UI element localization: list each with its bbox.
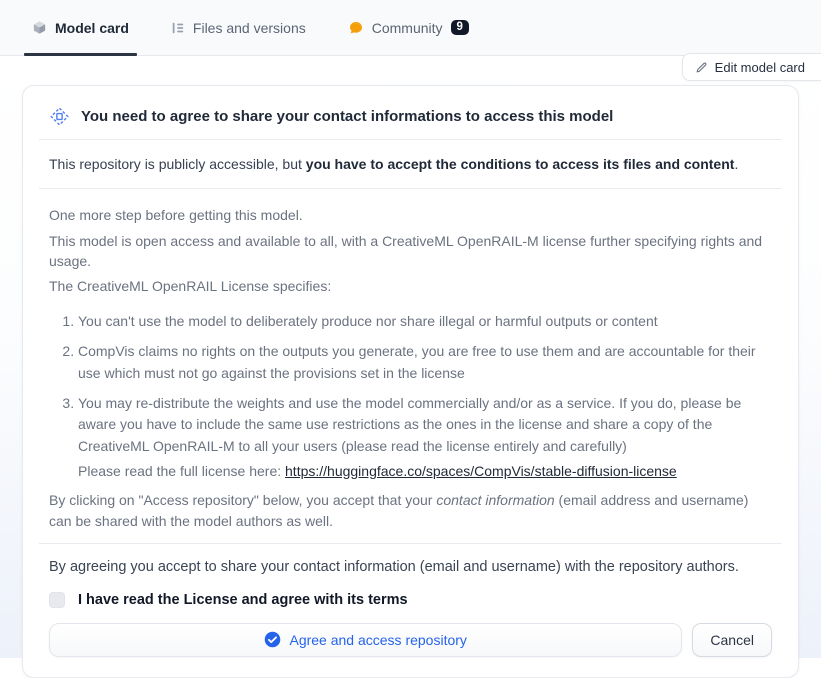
- gate-access-note: [49, 154, 772, 174]
- cancel-button[interactable]: [692, 623, 772, 657]
- tab-label: Model card: [55, 19, 129, 36]
- list-item: [78, 311, 772, 333]
- sharing-note-suffix: (email address and username) can be shared with the model authors as well.: [49, 492, 749, 529]
- agree-note: By agreeing you accept to share your contact information (email and username) with the repository authors.: [49, 558, 739, 575]
- license-points-list: [49, 311, 772, 482]
- community-count-badge: 9: [451, 20, 469, 36]
- sharing-note-prefix: By clicking on "Access repository" below, you accept that your: [49, 492, 437, 509]
- pencil-icon: [695, 61, 708, 74]
- tab-label: Community: [371, 19, 443, 36]
- check-circle-icon: [264, 631, 281, 648]
- cube-icon: [32, 20, 47, 35]
- license-link-prefix: Please read the full license here:: [78, 462, 286, 479]
- edit-model-card-button[interactable]: [682, 53, 821, 81]
- license-agreement-row: [49, 592, 772, 608]
- divider: [39, 139, 782, 140]
- access-note-prefix: This repository is publicly accessible, but: [49, 156, 306, 172]
- divider: [39, 543, 782, 544]
- community-icon: [348, 20, 364, 36]
- cancel-label: Cancel: [710, 631, 754, 648]
- license-link[interactable]: https://huggingface.co/spaces/CompVis/stable-diffusion-license: [285, 462, 677, 479]
- list-item: [78, 341, 772, 384]
- license-description: [49, 205, 772, 531]
- sharing-note-italic: contact information: [436, 492, 555, 509]
- license-link-line: [78, 461, 772, 483]
- agree-and-access-button[interactable]: [49, 623, 682, 657]
- agree-and-access-label: Agree and access repository: [289, 631, 467, 648]
- tab-community[interactable]: [340, 0, 477, 55]
- contact-sharing-note: [49, 490, 772, 531]
- versions-icon: [171, 21, 185, 35]
- tab-model-card[interactable]: [24, 0, 137, 55]
- intro-line: The CreativeML OpenRAIL License specifies:: [49, 278, 332, 295]
- intro-line: This model is open access and available to all, with a CreativeML OpenRAIL-M license further specifying rights and usage.: [49, 232, 763, 269]
- intro-line: One more step before getting this model.: [49, 207, 303, 224]
- access-note-bold: you have to accept the conditions to access its files and content: [305, 156, 735, 172]
- license-agreement-checkbox[interactable]: [49, 592, 65, 608]
- license-point-text: You can't use the model to deliberately produce nor share illegal or harmful outputs or content: [78, 313, 658, 330]
- gate-title-row: [49, 106, 772, 127]
- divider: [39, 188, 782, 189]
- edit-model-card-label: Edit model card: [714, 59, 805, 75]
- gate-actions: [49, 623, 772, 657]
- gated-access-card: [22, 85, 799, 678]
- model-card-main: [0, 56, 821, 658]
- tab-files-and-versions[interactable]: [163, 0, 314, 55]
- license-agreement-label: I have read the License and agree with its terms: [78, 591, 408, 608]
- repo-tab-bar: [0, 0, 821, 56]
- license-point-text: You may re-distribute the weights and use the model commercially and/or as a service. If you do, please be aware you have to include the same use restrictions as the ones in the license and share a copy of the CreativeML OpenRAIL-M to all your users (please read the license entirely and carefully): [78, 394, 742, 454]
- tab-label: Files and versions: [192, 19, 306, 36]
- access-note-suffix: .: [734, 156, 739, 172]
- gated-access-icon: [49, 106, 70, 127]
- list-item: [78, 393, 772, 483]
- license-point-text: CompVis claims no rights on the outputs you generate, you are free to use them and are accountable for their use which must not go against the provisions set in the license: [78, 343, 756, 381]
- gate-title: You need to agree to share your contact informations to access this model: [81, 108, 614, 125]
